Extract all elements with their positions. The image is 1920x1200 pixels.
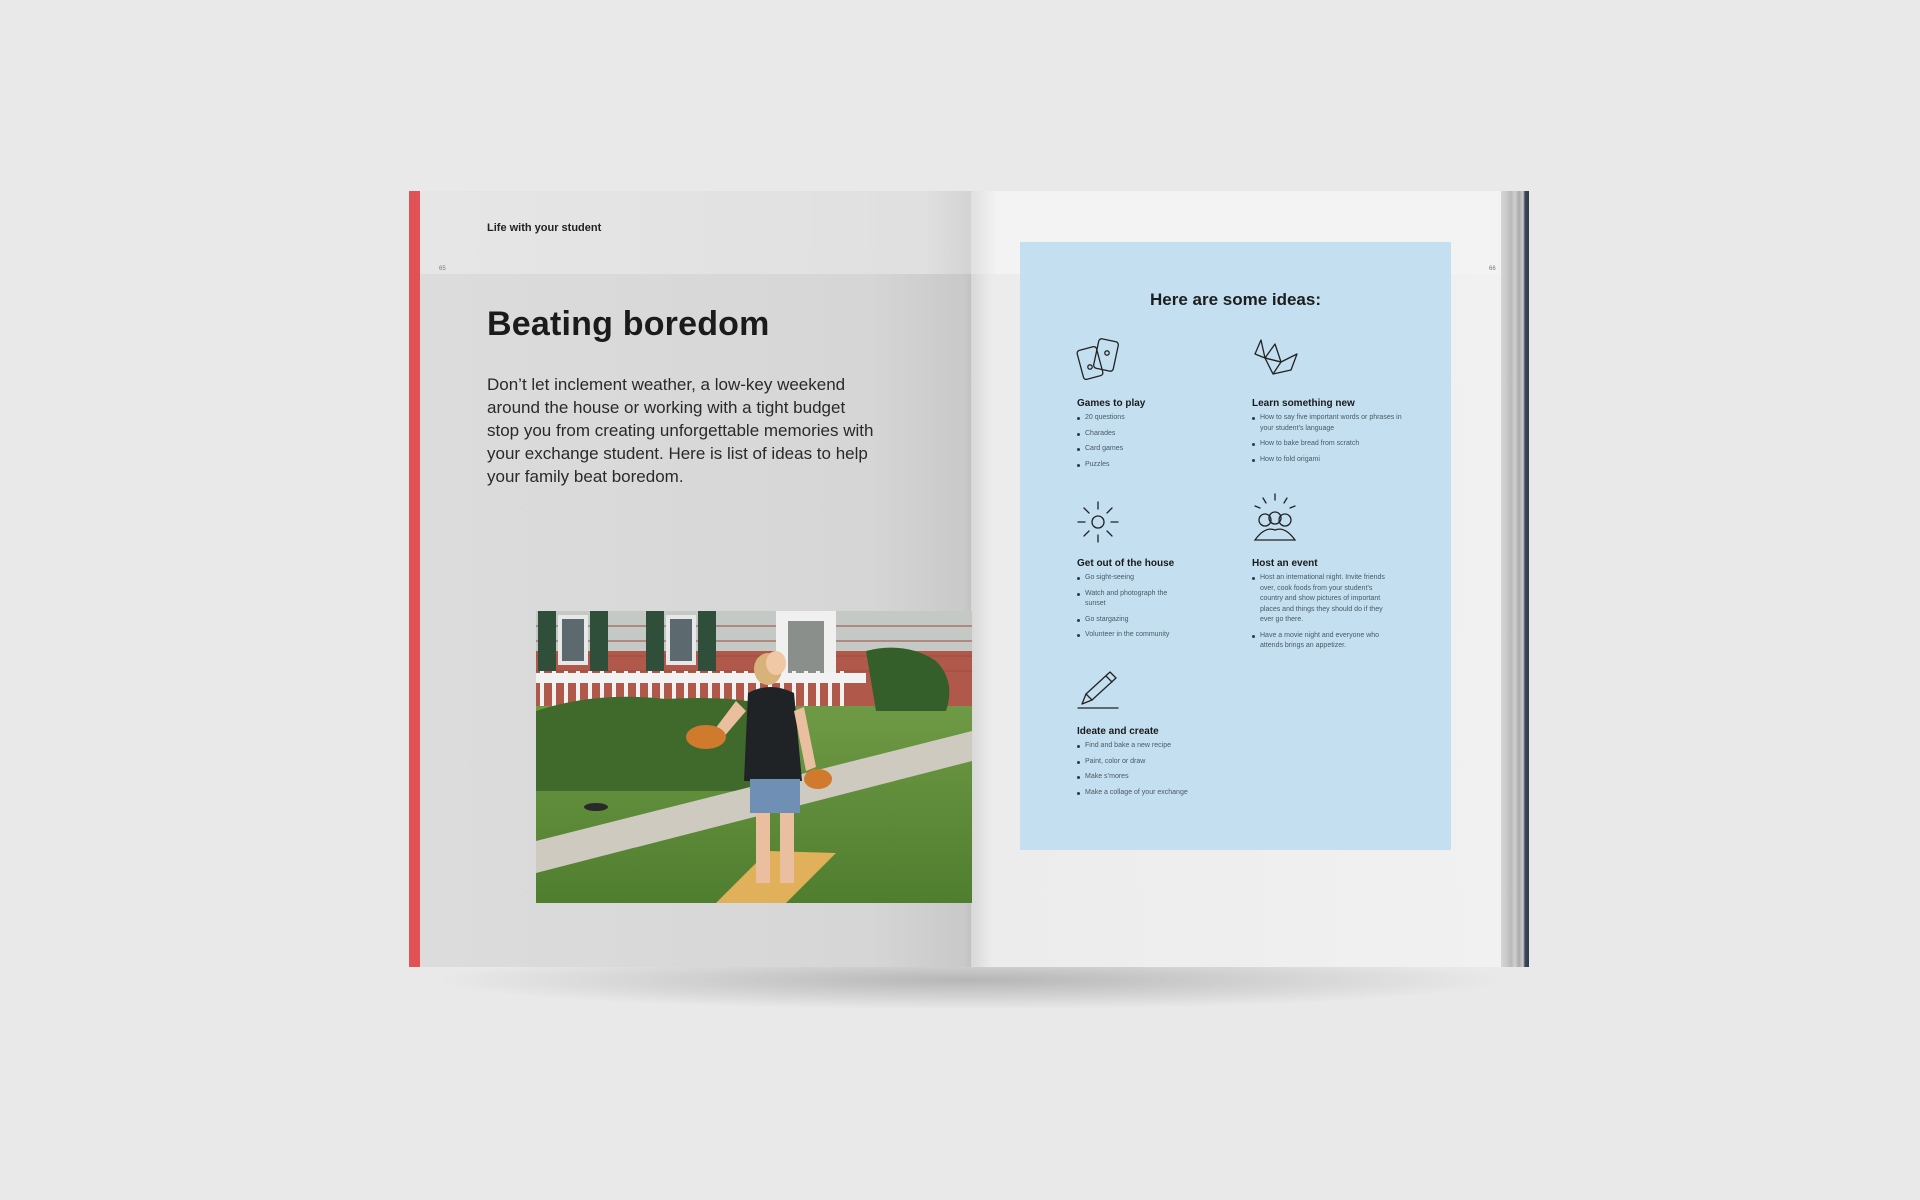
idea-item: Host an international night. Invite friends over, cook foods from your student’s country and show pictures of important places and things they should do if they ever go there. [1252,573,1390,626]
category-get-out-of-the-house [1077,558,1237,646]
category-title: Ideate and create [1077,726,1159,737]
idea-item: Volunteer in the community [1077,630,1237,641]
idea-item: Charades [1077,429,1237,440]
idea-item: Puzzles [1077,460,1237,471]
cornhole-photo [536,611,972,903]
ideas-panel [1020,242,1451,850]
left-page-number: 65 [439,266,446,272]
idea-item: How to say five important words or phrases in your student’s language [1252,413,1412,434]
idea-list [1252,413,1412,465]
category-title: Games to play [1077,398,1146,409]
idea-list [1077,573,1237,641]
idea-list [1252,573,1402,652]
category-title: Host an event [1252,558,1318,569]
pencil-icon [1076,668,1122,712]
sun-icon [1076,500,1120,544]
people-group-icon [1251,492,1299,544]
playing-cards-icon [1076,334,1124,384]
page-edges [1501,191,1529,967]
idea-item: How to bake bread from scratch [1252,439,1412,450]
category-ideate-and-create [1077,726,1237,803]
idea-item: Card games [1077,444,1237,455]
category-title: Learn something new [1252,398,1355,409]
idea-item: Make s’mores [1077,772,1237,783]
category-games-to-play [1077,398,1237,475]
red-edge-strip [409,191,420,967]
origami-crane-icon [1251,336,1301,380]
idea-item: 20 questions [1077,413,1237,424]
idea-item: Watch and photograph the sunset [1077,589,1171,610]
idea-item: Go stargazing [1077,615,1237,626]
category-title: Get out of the house [1077,558,1175,569]
idea-item: Go sight-seeing [1077,573,1237,584]
idea-item: Have a movie night and everyone who attends brings an appetizer. [1252,631,1400,652]
idea-item: How to fold origami [1252,455,1412,466]
idea-item: Make a collage of your exchange [1077,788,1237,799]
idea-list [1077,741,1237,798]
running-head: Life with your student [487,222,602,234]
right-page-number: 66 [1489,266,1496,272]
idea-list [1077,413,1237,470]
intro-paragraph: Don’t let inclement weather, a low-key weekend around the house or working with a tight budget stop you from creating unforgettable memories with your exchange student. Here is list of ideas to help your family beat boredom. [487,375,874,486]
idea-item: Find and bake a new recipe [1077,741,1237,752]
ideas-panel-title: Here are some ideas: [1149,290,1322,309]
category-host-an-event [1252,558,1402,657]
page-title: Beating boredom [487,305,770,343]
category-learn-something-new [1252,398,1412,470]
idea-item: Paint, color or draw [1077,757,1237,768]
